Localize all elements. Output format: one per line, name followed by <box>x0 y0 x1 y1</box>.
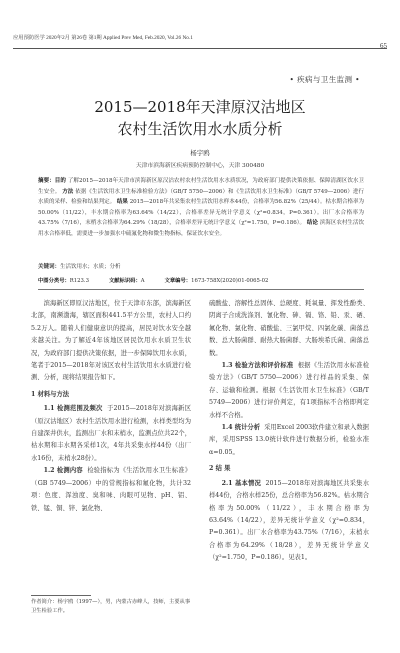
text-2-1: 2015—2018年对滨海地区共采集水样44份，合格水样25份，总合格率为56.82%。枯水期合格率为50.00%（11/22），丰水期合格率为63.64%（14/22），差异无统计学意义（χ²=0.834，P=0.361）。出厂水合格率为43.75%（7/16），末梢水合格率为64.29%（18/28），差异无统计学意义（χ²=1.750，P=0.186）。见表1。 <box>209 479 369 562</box>
running-header <box>13 33 387 41</box>
article-number <box>165 276 269 284</box>
paragraph-2-1 <box>209 478 369 565</box>
paragraph-continued: 硫酸盐、溶解性总固体、总硬度、耗氧量、挥发性酚类、阴离子合成洗涤剂、氰化物、砷、镉、铬、铅、汞、硒、氟化物、氯化物、硝酸盐、三氯甲烷、四氯化碳、菌落总数、总大肠菌群、耐热大肠菌群、大肠埃希氏菌、菌落总数。 <box>209 300 369 357</box>
author-footnote: 作者简介：杨宇鸥（1997—），男，内蒙古赤峰人，技师，主要从事卫生检验工作。 <box>31 599 191 614</box>
footnote-rule <box>31 595 91 596</box>
clc-label: 中图分类号： <box>38 278 70 284</box>
abstract <box>38 176 364 239</box>
keywords-label: 关键词： <box>38 264 61 270</box>
heading-1-3: 1.3 检验方法和评价标准 <box>221 362 294 370</box>
heading-1-4: 1.4 统计分析 <box>221 424 261 432</box>
abstract-conclusion: 滨海区农村生活饮用水合格率低，需要进一步加强水中硫氟化物和微生物指标，保证饮水安全。 <box>38 220 365 237</box>
left-column <box>31 298 191 515</box>
abstract-label: 摘要： <box>38 178 55 184</box>
divider <box>38 289 364 290</box>
abstract-goal: 了解2015—2018年天津市滨海新区原汉沽农村农村生活饮用水水质状况，为政府部门提供决策依据、保障清湖区饮水卫生安全。 <box>38 178 364 195</box>
abstract-result: 2015—2018年共采集农村生活饮用水样本44份，合格率为56.82%（25/44）。枯水期合格率为50.00%（11/22），丰水期合格率为63.64%（14/22），合格率差异无统计学意义（χ²=0.834，P=0.361）。出厂水合格率为43.75%（7/16），末梢水合格率为64.29%（18/28），合格率差异无统计学意义（χ²=1.750，P=0.186）。 <box>38 199 365 226</box>
doc-code <box>109 276 145 284</box>
page-number: 65 <box>380 42 387 50</box>
doc-value: A <box>140 278 145 284</box>
paragraph-1-2 <box>31 465 191 515</box>
right-column <box>209 298 369 565</box>
doc-label: 文献标识码： <box>108 278 141 284</box>
paragraph-1-1 <box>31 403 191 465</box>
heading-materials-methods: 1 材料与方法 <box>31 390 70 398</box>
article-value: 1673-758X(2020)01-0065-02 <box>191 278 269 284</box>
goal-label: 目的 <box>54 178 66 184</box>
heading-1-2: 1.2 检测内容 <box>43 467 83 475</box>
text-1-2: 检验指标为《生活饮用水卫生标准》（GB 5749—2006）中的常规指标和氟化物，共计32项：色度、浑浊度、臭和味、肉眼可见物、pH、铝、铁、锰、铜、锌、氯化物、 <box>31 467 191 512</box>
affiliation: 天津市滨海新区疾病预防控制中心，天津 300480 <box>135 163 265 169</box>
text-1-4: 采用Excel 2003软件建立和录入数据库，采用SPSS 13.0统计软件进行数据分析，检验水准α=0.05。 <box>209 424 369 456</box>
keywords-text: 生活饮用水；水质；分析 <box>60 264 121 270</box>
article-title <box>0 96 400 140</box>
heading-1-1: 1.1 检测范围及频次 <box>43 405 103 413</box>
result-label: 结果 <box>116 199 128 205</box>
section-label: • 疾病与卫生监测 • <box>289 75 360 84</box>
header-rule <box>13 48 387 49</box>
journal-header: 应用预防医学 2020年2月 第26卷 第1期 Applied Prev Med, Feb.2020, Vol.26 No.1 <box>13 35 193 41</box>
title-line-1: 2015—2018年天津原汉沽地区 <box>94 98 306 116</box>
paragraph-1-4 <box>209 422 369 459</box>
paragraph-1-3 <box>209 360 369 422</box>
text-1-1: 于2015—2018年对滨海新区（原汉沽地区）农村生活饮用水进行检测，水样类型均为自建深井供水，监测出厂水和末梢水，监测点位共22个，枯水期和丰水期各采样1次，4年共采集水样44份（出厂水16份，末梢水28份）。 <box>31 405 191 462</box>
clc-value: R123.3 <box>69 278 89 284</box>
article-meta <box>38 276 364 284</box>
conclusion-label: 结论 <box>306 220 318 226</box>
title-line-2: 农村生活饮用水水质分析 <box>117 120 283 138</box>
method-label: 方法 <box>62 188 74 195</box>
keywords <box>38 262 364 270</box>
clc-code <box>38 276 89 284</box>
abstract-method: 依据《生活饮用水卫生标准检验方法》（GB/T 5750—2006）和《生活饮用水卫生标准》（GB/T 5749—2006）进行水质的采样、检验和结果判定。 <box>38 188 364 205</box>
heading-results: 2 结 果 <box>209 465 231 473</box>
heading-2-1: 2.1 基本情况 <box>221 479 262 487</box>
article-label: 文章编号： <box>164 278 192 284</box>
text-1-3: 根据《生活饮用水标准检验方法》（GB/T 5750—2006）进行样品的采集、保存、运输和检测。根据《生活饮用水卫生标准》（GB/T 5749—2006）进行评价判定，有1项指标不合格即判定水样不合格。 <box>209 362 369 419</box>
intro-paragraph: 滨海新区即原汉沽地区，位于天津市东部，滨海新区北部，南濒渤海，辖区面积441.5平方公里，农村人口约5.2万人。随着人们健康意识的提高，居民对饮水安全越来越关注。为了解近4年该地区居民饮用水水质卫生状况，为政府部门提供决策依据，进一步保障饮用水水质，笔者于2015—2018年对该区农村生活饮用水水质进行检测、分析，现将结果报告如下。 <box>31 300 191 382</box>
author: 杨宇鸥 <box>190 149 210 157</box>
